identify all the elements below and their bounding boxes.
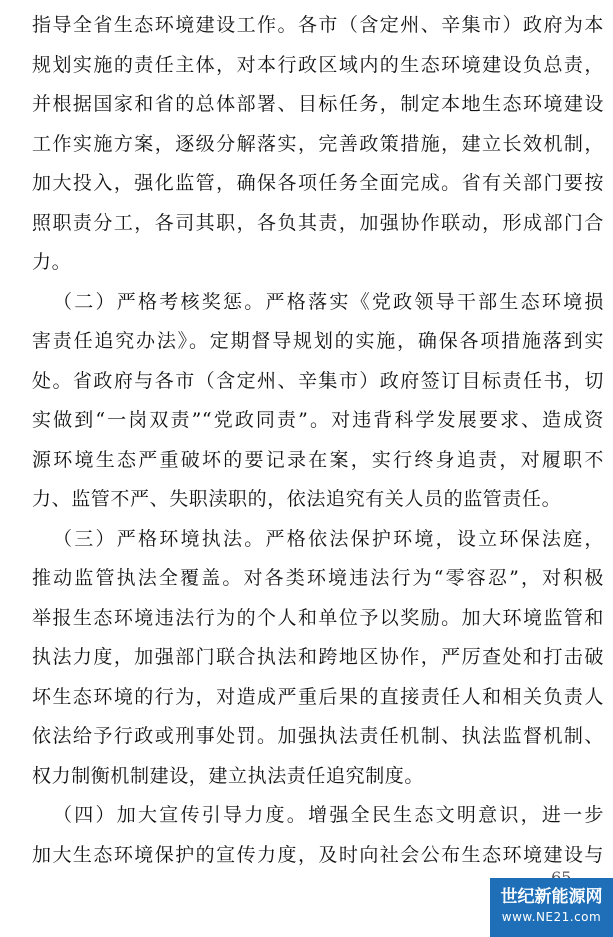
text-line: 推动监管执法全覆盖。对各类环境违法行为“零容忍”，对积极 [32,567,604,589]
text-line: 实做到“一岗双责”“党政同责”。对违背科学发展要求、造成资 [32,409,604,431]
text-line: 依法给予行政或刑事处罚。加强执法责任机制、执法监督机制、 [32,725,604,747]
text-line: 指导全省生态环境建设工作。各市（含定州、辛集市）政府为本 [32,14,604,36]
text-line: 举报生态环境违法行为的个人和单位予以奖励。加大环境监管和 [32,606,604,629]
document-body [32,6,604,875]
watermark-logo [490,878,613,937]
watermark-url: www.NE21.com [501,910,602,924]
text-line: 照职责分工，各司其职，各负其责，加强协作联动，形成部门合 [32,211,604,234]
text-line: 工作实施方案，逐级分解落实，完善政策措施，建立长效机制， [32,132,604,155]
section-heading-line: （二）严格考核奖惩。严格落实《党政领导干部生态环境损 [53,290,604,313]
text-line: 源环境生态严重破坏的要记录在案，实行终身追责，对履职不 [32,448,604,471]
section-heading-line: （三）严格环境执法。严格依法保护环境，设立环保法庭， [53,527,604,550]
watermark-name: 世纪新能源网 [500,887,603,907]
text-line: 加大投入，强化监管，确保各项任务全面完成。省有关部门要按 [32,172,604,194]
text-line: 加大生态环境保护的宣传力度，及时向社会公布生态环境建设与 [32,843,604,866]
text-line: 规划实施的责任主体，对本行政区域内的生态环境建设负总责， [32,53,604,76]
text-line: 坏生态环境的行为，对造成严重后果的直接责任人和相关负责人 [32,685,604,708]
text-line: 处。省政府与各市（含定州、辛集市）政府签订目标责任书，切 [32,369,604,392]
text-line: 害责任追究办法》。定期督导规划的实施，确保各项措施落到实 [32,330,604,352]
text-line: 力、监管不严、失职渎职的，依法追究有关人员的监管责任。 [32,488,562,510]
text-line: 并根据国家和省的总体部署、目标任务，制定本地生态环境建设 [32,93,604,115]
text-line: 力。 [32,251,72,273]
section-heading-line: （四）加大宣传引导力度。增强全民生态文明意识，进一步 [53,804,604,826]
text-line: 执法力度，加强部门联合执法和跨地区协作，严厉查处和打击破 [32,646,604,668]
text-line: 权力制衡机制建设，建立执法责任追究制度。 [32,764,425,787]
